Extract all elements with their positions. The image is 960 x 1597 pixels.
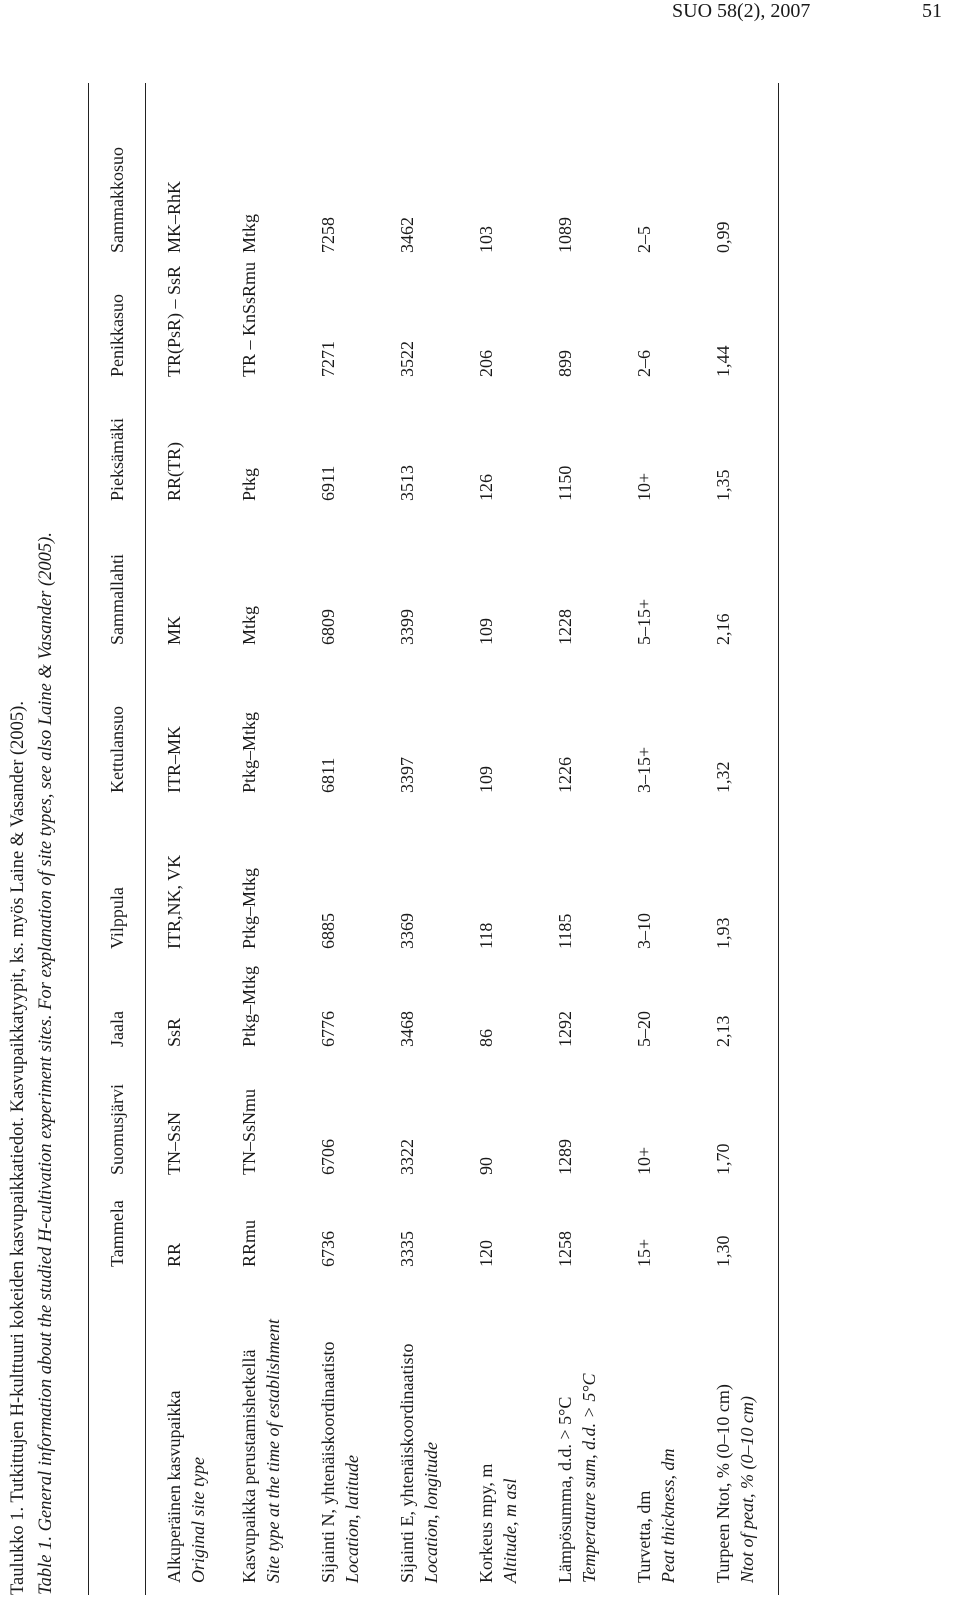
table-cell: RRmu bbox=[239, 1219, 259, 1267]
table-cell: 3–15+ bbox=[634, 746, 654, 793]
table-cell: TN–SsN bbox=[164, 1111, 184, 1175]
table-cell: 1,32 bbox=[713, 761, 733, 793]
row-label-finnish: Sijainti N, yhtenäiskoordinaatisto bbox=[318, 1341, 338, 1583]
table-cell: 1258 bbox=[555, 1231, 575, 1267]
site-info-table bbox=[88, 83, 779, 1595]
table-cell: 1,70 bbox=[713, 1143, 733, 1175]
table-cell: 1228 bbox=[555, 609, 575, 645]
column-header: Pieksämäki bbox=[107, 418, 127, 501]
row-label-finnish: Korkeus mpy, m bbox=[476, 1463, 496, 1583]
row-label bbox=[162, 1267, 210, 1595]
table-cell: Ptkg bbox=[239, 467, 259, 501]
row-label-english: Ntot of peat, % (0–10 cm) bbox=[737, 1396, 757, 1583]
table-cell: Ptkg–Mtkg bbox=[239, 867, 259, 949]
table-cell: 1185 bbox=[555, 913, 575, 949]
row-label bbox=[711, 1267, 759, 1595]
row-label bbox=[632, 1267, 680, 1595]
table-cell: 1292 bbox=[555, 1011, 575, 1047]
table-row bbox=[146, 83, 225, 1595]
table-cell: 118 bbox=[476, 922, 496, 949]
table-cell: 109 bbox=[476, 618, 496, 645]
page-number: 51 bbox=[922, 0, 942, 22]
row-label-english: Altitude, m asl bbox=[500, 1478, 520, 1583]
row-label-finnish: Kasvupaikka perustamishetkellä bbox=[239, 1349, 259, 1583]
table-cell: 0,99 bbox=[713, 221, 733, 253]
table-cell: 899 bbox=[555, 350, 575, 377]
table-cell: 10+ bbox=[634, 1146, 654, 1175]
table-header-row bbox=[89, 83, 146, 1595]
table-cell: 3462 bbox=[397, 217, 417, 253]
table-cell: 5–15+ bbox=[634, 598, 654, 645]
table-cell: 3335 bbox=[397, 1231, 417, 1267]
table-cell: 7271 bbox=[318, 341, 338, 377]
table-cell: MK bbox=[164, 615, 184, 645]
table-cell: 2,16 bbox=[713, 613, 733, 645]
row-label-finnish: Turpeen Ntot, % (0–10 cm) bbox=[713, 1384, 733, 1583]
row-label-finnish: Alkuperäinen kasvupaikka bbox=[164, 1390, 184, 1583]
table-cell: Mtkg bbox=[239, 605, 259, 645]
table-cell: 3468 bbox=[397, 1011, 417, 1047]
table-cell: 1289 bbox=[555, 1139, 575, 1175]
table-cell: 3513 bbox=[397, 465, 417, 501]
table-cell: Ptkg–Mtkg bbox=[239, 711, 259, 793]
row-label bbox=[474, 1267, 522, 1595]
table-cell: TR(PsR) – SsR bbox=[164, 265, 184, 377]
table-cell: 1089 bbox=[555, 217, 575, 253]
row-label bbox=[553, 1267, 601, 1595]
row-label bbox=[237, 1267, 285, 1595]
row-label-english: Temperature sum, d.d. > 5°C bbox=[579, 1373, 599, 1583]
table-cell: 90 bbox=[476, 1157, 496, 1175]
table-cell: 6706 bbox=[318, 1139, 338, 1175]
table-row bbox=[620, 83, 699, 1595]
table-cell: 5–20 bbox=[634, 1011, 654, 1047]
table-cell: 1150 bbox=[555, 465, 575, 501]
table-cell: 6911 bbox=[318, 465, 338, 501]
table-cell: 3369 bbox=[397, 913, 417, 949]
table-cell: 6811 bbox=[318, 757, 338, 793]
table-cell: 2–6 bbox=[634, 350, 654, 377]
column-header: Penikkasuo bbox=[107, 294, 127, 377]
row-label-english: Peat thickness, dm bbox=[658, 1448, 678, 1583]
table-cell: 6776 bbox=[318, 1011, 338, 1047]
table-cell: TR – KnSsRmu bbox=[239, 261, 259, 377]
caption-finnish: Taulukko 1. Tutkittujen H-kulttuuri kokeiden kasvupaikkatiedot. Kasvupaikkatyypit, ks. myös Laine & Vasander (2005). bbox=[8, 701, 28, 1595]
table-row bbox=[699, 83, 778, 1595]
table-cell: 1,30 bbox=[713, 1235, 733, 1267]
table-cell: RR bbox=[164, 1242, 184, 1267]
table-row bbox=[304, 83, 383, 1595]
column-header: Sammallahti bbox=[107, 554, 127, 645]
row-label bbox=[395, 1267, 443, 1595]
table-cell: 120 bbox=[476, 1240, 496, 1267]
row-label-english: Location, latitude bbox=[342, 1455, 362, 1583]
table-cell: 3399 bbox=[397, 609, 417, 645]
table-cell: 1,93 bbox=[713, 917, 733, 949]
table-cell: SsR bbox=[164, 1017, 184, 1047]
table-cell: 2,13 bbox=[713, 1015, 733, 1047]
table-cell: 1226 bbox=[555, 757, 575, 793]
table-cell: 10+ bbox=[634, 472, 654, 501]
column-header: Sammakkosuo bbox=[107, 147, 127, 253]
journal-header: SUO 58(2), 2007 bbox=[672, 0, 811, 22]
table-cell: 1,44 bbox=[713, 345, 733, 377]
column-header: Jaala bbox=[107, 1011, 127, 1047]
table-cell: 2–5 bbox=[634, 226, 654, 253]
table-row bbox=[541, 83, 620, 1595]
table-cell: 6736 bbox=[318, 1231, 338, 1267]
table-row bbox=[383, 83, 462, 1595]
row-label-finnish: Lämpösumma, d.d. > 5°C bbox=[555, 1396, 575, 1583]
table-row bbox=[225, 83, 304, 1595]
caption-english: Table 1. General information about the studied H-cultivation experiment sites. For explanation of site types, see also Laine & Vasander (2005). bbox=[36, 532, 56, 1595]
table-cell: 3–10 bbox=[634, 913, 654, 949]
table-cell: 3522 bbox=[397, 341, 417, 377]
table-cell: 6809 bbox=[318, 609, 338, 645]
table-cell: 15+ bbox=[634, 1238, 654, 1267]
column-header: Vilppula bbox=[107, 887, 127, 949]
table-cell: 3397 bbox=[397, 757, 417, 793]
table-body bbox=[146, 83, 778, 1595]
table-cell: 7258 bbox=[318, 217, 338, 253]
table-cell: 1,35 bbox=[713, 469, 733, 501]
row-label-english: Location, longitude bbox=[421, 1442, 441, 1583]
table-cell: 86 bbox=[476, 1029, 496, 1047]
row-label bbox=[316, 1267, 364, 1595]
table-cell: ITR–MK bbox=[164, 726, 184, 793]
table-cell: 3322 bbox=[397, 1139, 417, 1175]
table-cell: 6885 bbox=[318, 913, 338, 949]
row-label-english: Site type at the time of establishment bbox=[263, 1319, 283, 1583]
table-cell: 206 bbox=[476, 350, 496, 377]
table-cell: 103 bbox=[476, 226, 496, 253]
table-cell: Ptkg–Mtkg bbox=[239, 965, 259, 1047]
table-row bbox=[462, 83, 541, 1595]
table-cell: MK–RhK bbox=[164, 180, 184, 253]
table-cell: 126 bbox=[476, 474, 496, 501]
column-header: Tammela bbox=[107, 1200, 127, 1267]
column-header: Suomusjärvi bbox=[107, 1083, 127, 1175]
table-cell: Mtkg bbox=[239, 213, 259, 253]
column-header: Kettulansuo bbox=[107, 706, 127, 793]
table-cell: TN–SsNmu bbox=[239, 1088, 259, 1175]
row-label-finnish: Sijainti E, yhtenäiskoordinaatisto bbox=[397, 1343, 417, 1583]
table-cell: ITR,NK, VK bbox=[164, 854, 184, 949]
table-cell: RR(TR) bbox=[164, 441, 184, 501]
row-label-english: Original site type bbox=[188, 1457, 208, 1583]
table-cell: 109 bbox=[476, 766, 496, 793]
row-label-finnish: Turvetta, dm bbox=[634, 1490, 654, 1583]
